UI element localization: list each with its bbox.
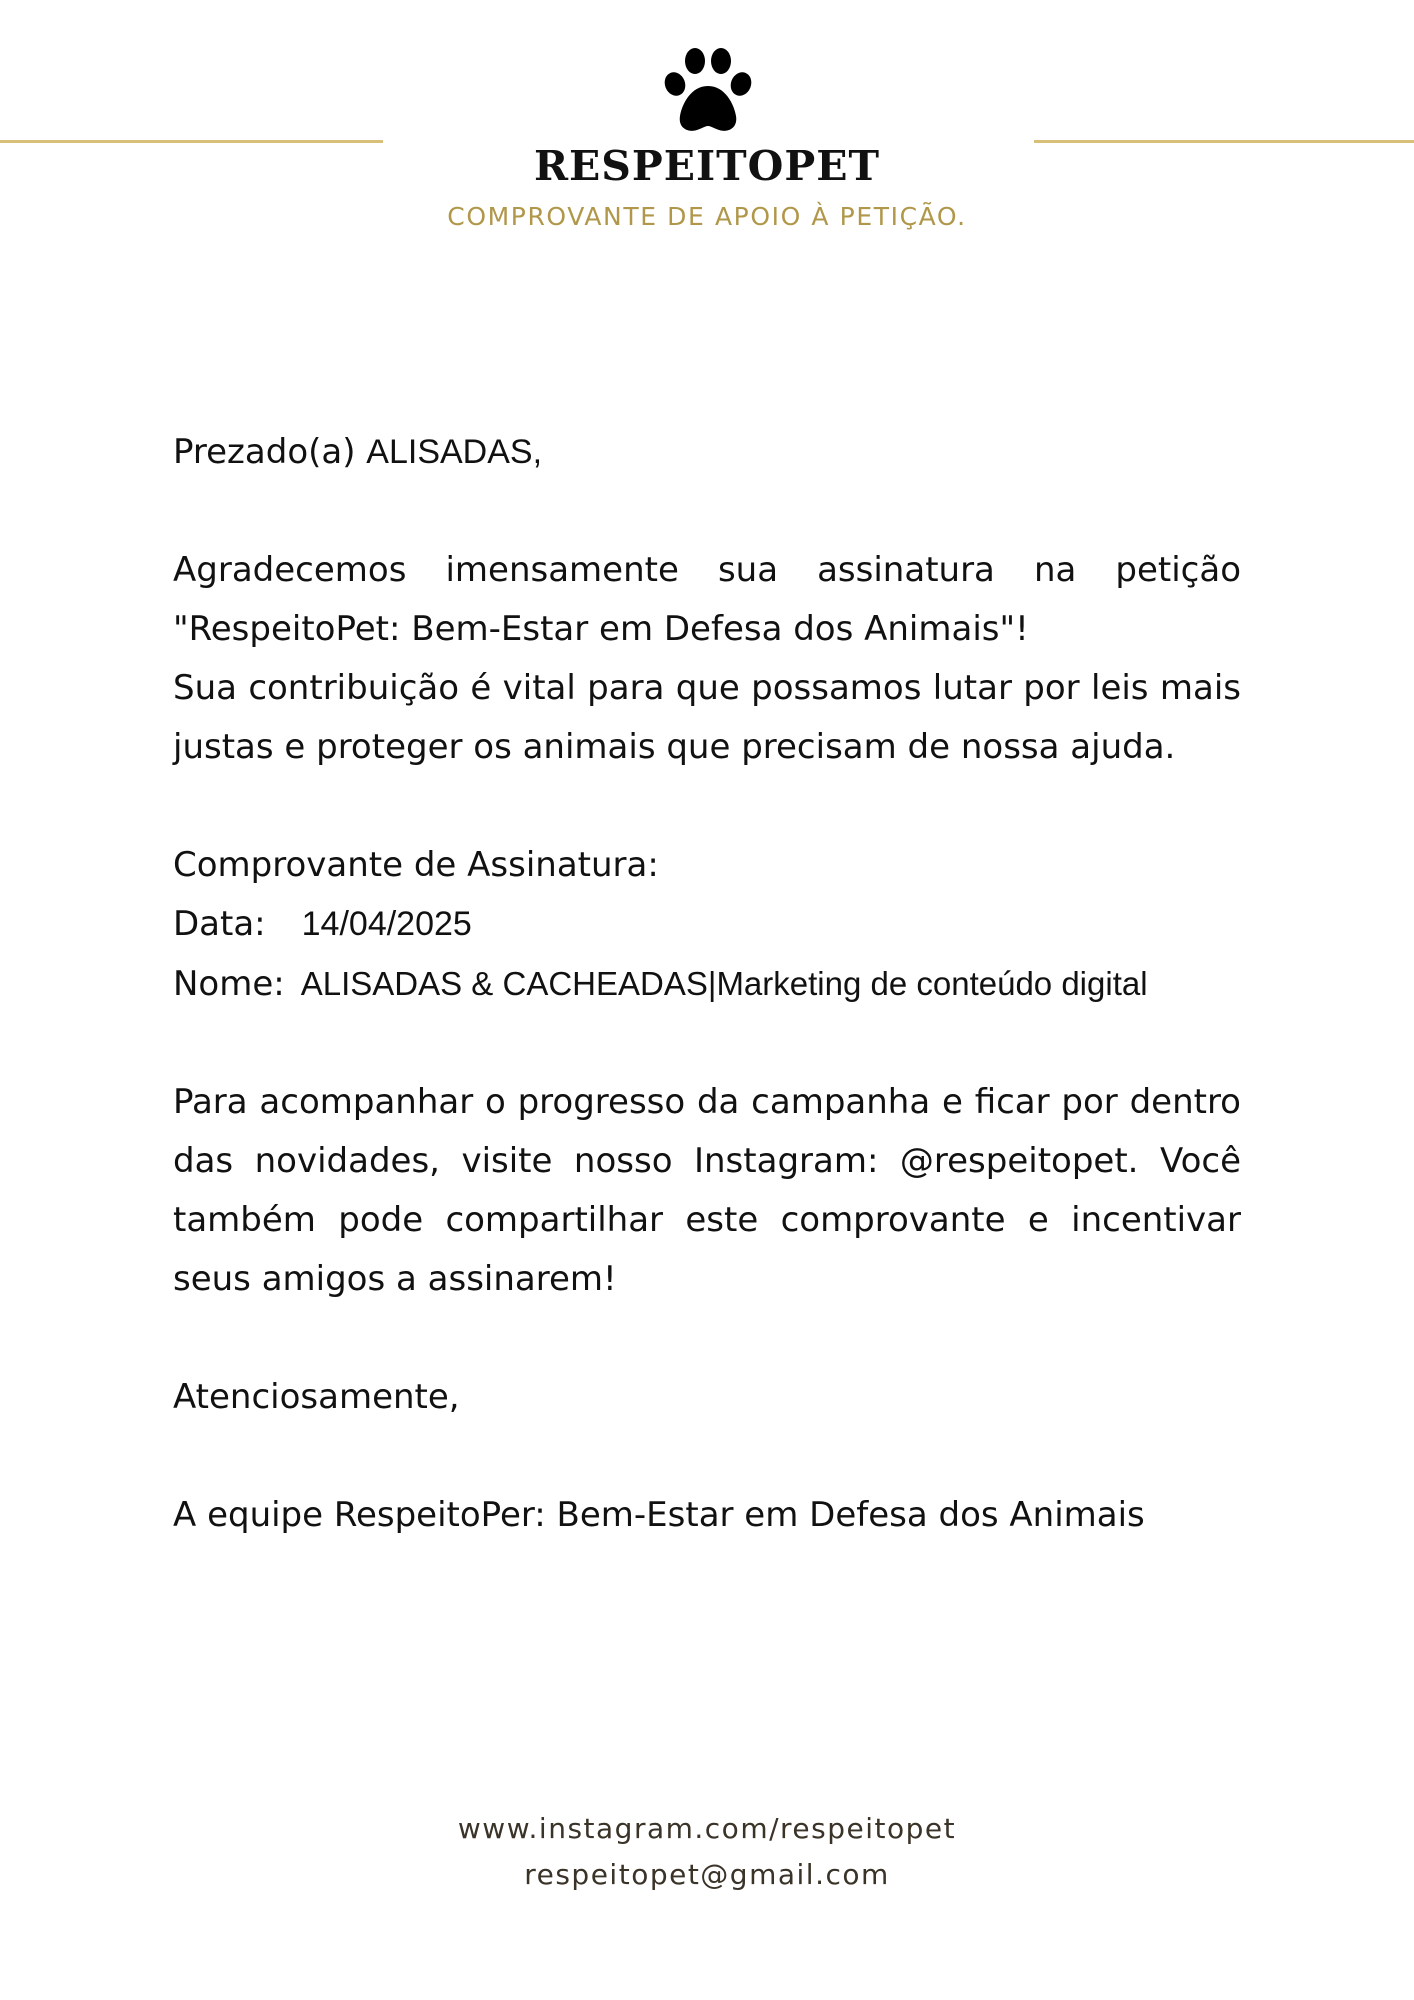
- footer-email-link[interactable]: respeitopet@gmail.com: [524, 1858, 890, 1891]
- document-subtitle: COMPROVANTE DE APOIO À PETIÇÃO.: [447, 202, 967, 231]
- contribution-paragraph: Sua contribuição é vital para que possamos lutar por leis mais justas e proteger os animais que precisam de nossa ajuda.: [173, 668, 1241, 767]
- letter-body: [173, 423, 1241, 1545]
- signature: A equipe RespeitoPer: Bem-Estar em Defesa dos Animais: [173, 1495, 1145, 1535]
- salutation-name: ALISADAS,: [366, 433, 543, 471]
- receipt-date-row: [173, 895, 1241, 954]
- name-value: ALISADAS & CACHEADAS|Marketing de conteúdo digital: [300, 965, 1148, 1002]
- name-label: Nome:: [173, 964, 285, 1004]
- receipt-heading: Comprovante de Assinatura:: [173, 845, 659, 885]
- date-value: 14/04/2025: [301, 905, 472, 943]
- thanks-paragraph: Agradecemos imensamente sua assinatura na petição "RespeitoPet: Bem-Estar em Defesa dos Animais"!: [173, 550, 1241, 649]
- brand-title: RESPEITOPET: [533, 142, 880, 190]
- salutation: [173, 423, 1241, 482]
- footer-instagram-link[interactable]: www.instagram.com/respeitopet: [457, 1812, 957, 1845]
- salutation-prefix: Prezado(a): [173, 432, 356, 472]
- receipt-name-row: [173, 954, 1241, 1014]
- date-label: Data:: [173, 904, 266, 944]
- closing: Atenciosamente,: [173, 1377, 460, 1417]
- follow-paragraph: Para acompanhar o progresso da campanha e ficar por dentro das novidades, visite nosso Instagram: @respeitopet. Você também pode compartilhar este comprovante e incentivar seus amigos a assinarem!: [173, 1082, 1241, 1299]
- paw-icon: [661, 46, 755, 134]
